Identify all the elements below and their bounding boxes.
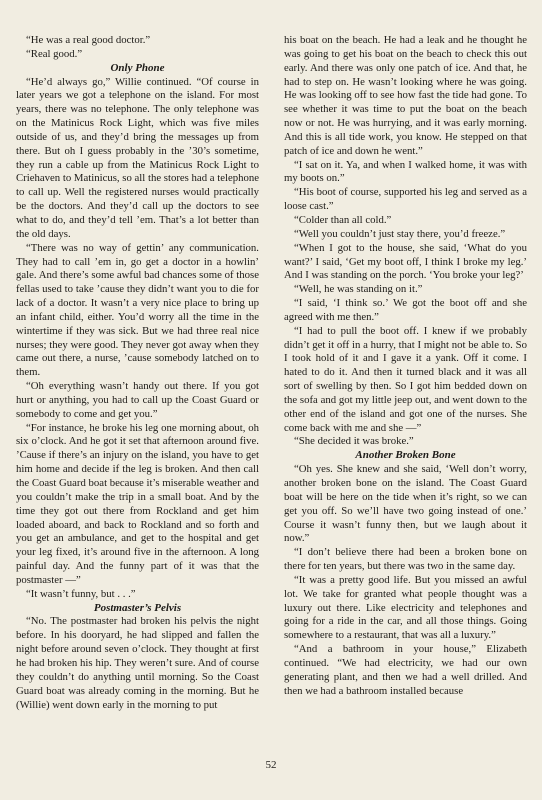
paragraph: his boat on the beach. He had a leak and he thought he was going to get his boat on the beach to check this out early. And there was only one patch of ice. And that, he had to step on. He wasn’t looking where he was going. He was looking off to see how fast the tide had gone. To see whether it was time to put the boat on the beach now or not. He was hurrying, and it was early morning. And this is all tide work, you know. He stepped on that patch of ice and down he went.” — [284, 34, 527, 157]
paragraph: “She decided it was broke.” — [294, 435, 414, 448]
paragraph: “He’d always go,” Willie continued. “Of course in later years we got a telephone on the island. For most years, there was no telephone. The only telephone was on the Matinicus Rock Light, which was five miles outside of us, and they’d bring the messages up from there. But oh I guess probably in the ’30’s sometime, they run a cable up from the Matinicus Rock Light to Criehaven to Matinicus, so all the stores had a telephone to call up. Well the registered nurses would practically be the doctors. And they’d call up the doctors to see what to do, and they’d tell ’em. That’s a lot better than the old days. — [16, 75, 260, 240]
paragraph: “Real good.” — [26, 47, 83, 60]
paragraph: “I had to pull the boot off. I knew if we probably didn’t get it off in a hurry, that I might not be able to. So I took hold of it and I gave it a yank. Off it come. I hated to do it. And then it turned black and it was all sort of swelling by then. So I got him bedded down on the sofa and got my little jeep out, and went down to the other end of the island and got one of the nurses. She come back with me and she —” — [284, 324, 527, 434]
paragraph: “For instance, he broke his leg one morning about, oh six o’clock. And he got it set that afternoon around five. ’Cause if there’s an injury on the island, you have to get him home and decide if the leg is broken. And then call the Coast Guard boat because it’s miserable weather and you couldn’t make the trip in a small boat. And by the time they got out there from Rockland and get him loaded aboard, and back to Rockland and so forth and you get an ambulance, and get to the hospital and get your leg fixed, it’s around five in the afternoon. A long painful day. And the funny part of it was that the postmaster —” — [16, 421, 259, 586]
paragraph: “I said, ‘I think so.’ We got the boot off and she agreed with me then.” — [284, 297, 527, 323]
paragraph: “Oh everything wasn’t handy out there. If you got hurt or anything, you had to call up the Coast Guard or somebody to come and get you.” — [16, 380, 259, 420]
paragraph: “It was a pretty good life. But you missed an awful lot. We take for granted what people thought was a luxury out there. Like electricity and telephones and going for a ride in the car, and all those things. Going somewhere to a restaurant, that was all a luxury.” — [284, 573, 527, 642]
paragraph: “I sat on it. Ya, and when I walked home, it was with my boots on.” — [284, 158, 527, 185]
paragraph: “Colder than all cold.” — [294, 213, 392, 226]
paragraph: “His boot of course, supported his leg and served as a loose cast.” — [284, 186, 527, 213]
left-column — [16, 34, 259, 712]
paragraph: “When I got to the house, she said, ‘What do you want?’ I said, ‘Get my boot off, I think I broke my leg.’ And I was standing on the porch. ‘You broke your leg?’ — [284, 241, 527, 282]
paragraph: “No. The postmaster had broken his pelvis the night before. In his dooryard, he had slipped and fallen the night before around seven o’clock. They thought at first he had broken his hip. They weren’t sure. And of course they couldn’t do anything until morning. So the Coast Guard boat was already coming in the morning. But he (Willie) went down early in the morning to put — [16, 615, 259, 711]
paragraph: “It wasn’t funny, but . . .” — [26, 587, 136, 600]
section-heading: Another Broken Bone — [355, 449, 456, 462]
paragraph: “Well you couldn’t just stay there, you’d freeze.” — [294, 227, 506, 240]
paragraph: “Oh yes. She knew and she said, ‘Well don’t worry, another broken bone on the island. The Coast Guard boat will be here on the tide when it’s right, so we can get you off. So we’ll have two going instead of one.’ Course it wasn’t funny then, but we laugh about it now.” — [284, 463, 527, 545]
paragraph: “And a bathroom in your house,” Elizabeth continued. “We had electricity, we had our own generating plant, and then we had a well drilled. And then we had a bathroom installed because — [284, 643, 527, 697]
paragraph: “There was no way of gettin’ any communication. They had to call ’em in, go get a doctor in a howlin’ gale. And there’s some awful bad chances some of those fellas used to take ’cause they didn’t want you to die for lack of a doctor. It wasn’t a very nice place to bring up an infant child, either. You’d worry all the time in the wintertime if they was sick. But we had three real nice nurses; they were good. They never got away when they came out there, a nurse, ’cause somebody latched on to them. — [16, 241, 259, 379]
page-number: 52 — [265, 759, 277, 771]
paragraph: “Well, he was standing on it.” — [294, 283, 423, 296]
section-heading: Postmaster’s Pelvis — [93, 601, 182, 614]
right-column — [284, 34, 527, 699]
paragraph: “I don’t believe there had been a broken bone on there for ten years, but there was two in the same day. — [284, 546, 527, 573]
section-heading: Only Phone — [110, 61, 165, 74]
paragraph: “He was a real good doctor.” — [26, 34, 151, 46]
